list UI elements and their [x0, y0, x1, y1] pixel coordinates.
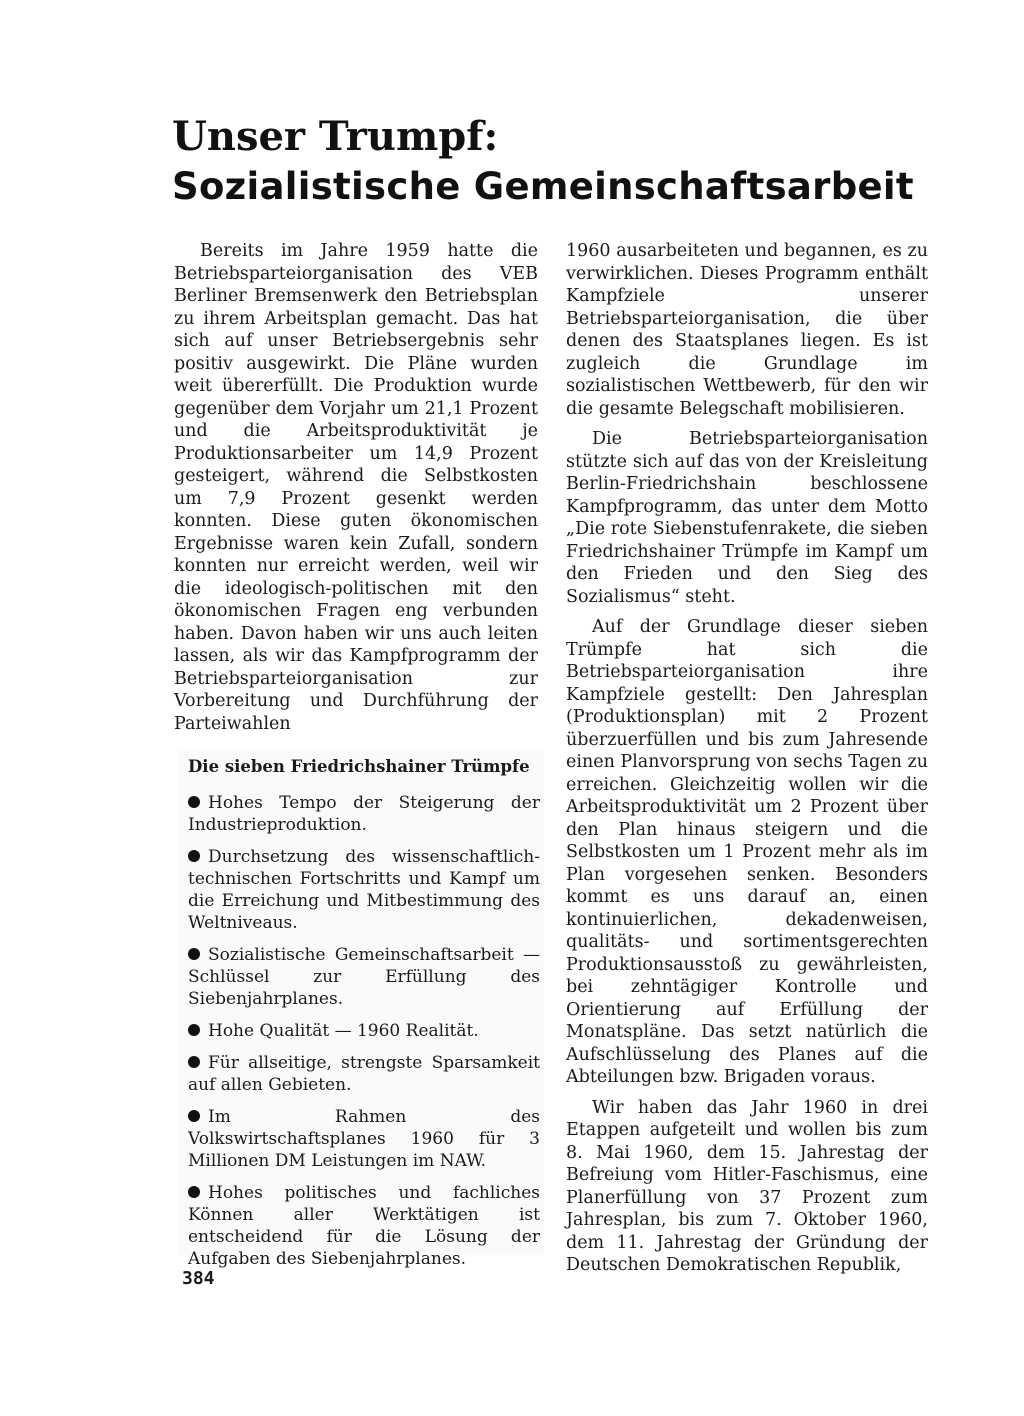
paragraph: Die Betriebsparteiorganisation stützte sich auf das von der Kreisleitung Berlin-Friedrichshain beschlossene Kampfprogramm, das unter dem Motto „Die rote Siebenstufenrakete, die sieben Friedrichshainer Trümpfe im Kampf um den Frieden und den Sieg des Sozialismus“ steht. — [566, 429, 928, 607]
bullet-icon — [188, 850, 200, 862]
bullet-icon — [188, 1056, 200, 1068]
list-item-text: Hohes Tempo der Steigerung der Industrieproduktion. — [188, 793, 540, 835]
list-item-text: Hohes politisches und fachliches Können aller Werktätigen ist entscheidend für die Lösung der Aufgaben des Siebenjahrplanes. — [188, 1183, 540, 1269]
list-item-text: Hohe Qualität — 1960 Realität. — [208, 1021, 479, 1041]
trumps-box — [178, 750, 544, 1269]
article-title — [172, 112, 952, 212]
list-item-text: Durchsetzung des wissenschaftlich-technischen Fortschritts und Kampf um die Erreichung und Mitbestimmung des Weltniveaus. — [188, 847, 540, 933]
list-item — [188, 1106, 540, 1172]
paragraph: 1960 ausarbeiteten und begannen, es zu verwirklichen. Dieses Programm enthält Kampfziele unserer Betriebsparteiorganisation, die über denen des Staatsplanes liegen. Es ist zugleich die Grundlage im sozialistischen Wettbewerb, für den wir die gesamte Belegschaft mobilisieren. — [566, 241, 928, 419]
left-column — [174, 240, 538, 743]
bullet-icon — [188, 796, 200, 808]
paragraph: Wir haben das Jahr 1960 in drei Etappen aufgeteilt und wollen bis zum 8. Mai 1960, dem 15. Jahrestag der Befreiung vom Hitler-Faschismus, eine Planerfüllung von 37 Prozent zum Jahresplan, bis zum 7. Oktober 1960, dem 11. Jahrestag der Gründung der Deutschen Demokratischen Republik, — [566, 1097, 928, 1275]
title-line-2: Sozialistische Gemeinschaftsarbeit — [172, 165, 914, 208]
bullet-icon — [188, 1110, 200, 1122]
list-item — [188, 944, 540, 1010]
paragraph: Auf der Grundlage dieser sieben Trümpfe hat sich die Betriebsparteiorganisation ihre Kampfziele gestellt: Den Jahresplan (Produktionsplan) mit 2 Prozent überzuerfüllen und bis zum Jahresende einen Planvorsprung von sechs Tagen zu erreichen. Gleichzeitig wollen wir die Arbeitsproduktivität um 2 Prozent über den Plan hinaus steigern und die Selbstkosten um 1 Prozent mehr als im Plan vorgesehen senken. Besonders kommt es uns darauf an, einen kontinuierlichen, dekadenweisen, qualitäts- und sortimentsgerechten Produktionsausstoß zu gewährleisten, bei zehntägiger Kontrolle und Orientierung auf Erfüllung der Monatspläne. Das setzt natürlich die Aufschlüsselung des Planes auf die Abteilungen bzw. Brigaden voraus. — [566, 617, 928, 1087]
list-item — [188, 1052, 540, 1096]
bullet-icon — [188, 948, 200, 960]
page-number: 384 — [182, 1268, 215, 1289]
list-item — [188, 846, 540, 934]
right-column — [566, 240, 928, 1285]
bullet-icon — [188, 1186, 200, 1198]
list-item-text: Im Rahmen des Volkswirtschaftsplanes 1960 für 3 Millionen DM Leistungen im NAW. — [188, 1107, 540, 1171]
title-line-1: Unser Trumpf: — [172, 113, 499, 160]
list-item — [188, 1182, 540, 1270]
list-item — [188, 1020, 540, 1042]
list-item — [188, 792, 540, 836]
list-item-text: Für allseitige, strengste Sparsamkeit auf allen Gebieten. — [188, 1053, 540, 1095]
box-heading: Die sieben Friedrichshainer Trümpfe — [188, 757, 530, 776]
list-item-text: Sozialistische Gemeinschaftsarbeit — Schlüssel zur Erfüllung des Siebenjahrplanes. — [188, 945, 540, 1009]
paragraph: Bereits im Jahre 1959 hatte die Betriebsparteiorganisation des VEB Berliner Bremsenwerk den Betriebsplan zu ihrem Arbeitsplan gemacht. Das hat sich auf unser Betriebsergebnis sehr positiv ausgewirkt. Die Pläne wurden weit übererfüllt. Die Produktion wurde gegenüber dem Vorjahr um 21,1 Prozent und die Arbeitsproduktivität je Produktionsarbeiter um 14,9 Prozent gesteigert, während die Selbstkosten um 7,9 Prozent gesenkt werden konnten. Diese guten ökonomischen Ergebnisse waren kein Zufall, sondern konnten nur erreicht werden, weil wir die ideologisch-politischen mit den ökonomischen Fragen eng verbunden haben. Davon haben wir uns auch leiten lassen, als wir das Kampfprogramm der Betriebsparteiorganisation zur Vorbereitung und Durchführung der Parteiwahlen — [174, 241, 538, 734]
bullet-icon — [188, 1024, 200, 1036]
